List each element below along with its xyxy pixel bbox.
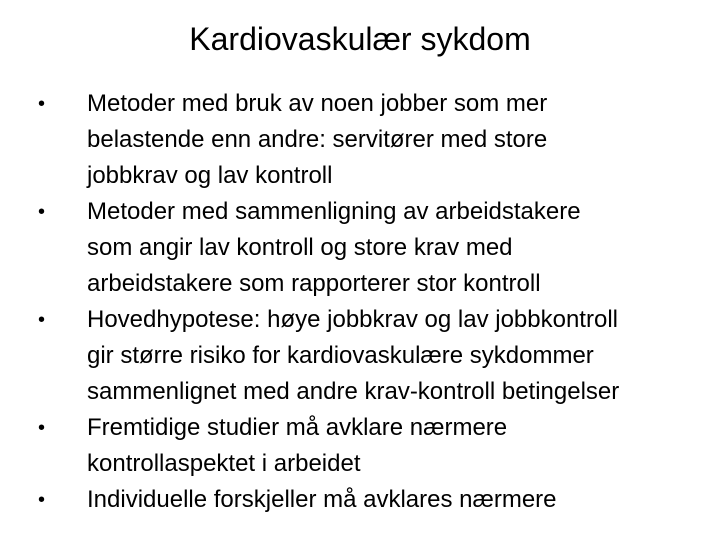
bullet-item-3 — [0, 302, 720, 410]
bullet-item-2 — [0, 194, 720, 302]
slide-title: Kardiovaskulær sykdom — [189, 21, 531, 57]
bullet-item-1 — [0, 86, 720, 194]
bullet-dot-icon: • — [38, 93, 46, 115]
bullet-item-5 — [0, 482, 720, 518]
bullet-text-line: arbeidstakere som rapporterer stor kontroll — [87, 270, 541, 297]
bullet-dot-icon: • — [38, 489, 46, 511]
bullet-list — [0, 86, 720, 518]
bullet-dot-icon: • — [38, 417, 46, 439]
bullet-text-line: belastende enn andre: servitører med store — [87, 126, 548, 153]
bullet-item-4 — [0, 410, 720, 482]
bullet-text-line: sammenlignet med andre krav-kontroll betingelser — [87, 378, 620, 405]
bullet-text-line: gir større risiko for kardiovaskulære sykdommer — [87, 342, 594, 369]
bullet-text-line: kontrollaspektet i arbeidet — [87, 450, 361, 477]
bullet-dot-icon: • — [38, 309, 46, 331]
bullet-text-line: Metoder med bruk av noen jobber som mer — [87, 90, 548, 117]
bullet-text-line: som angir lav kontroll og store krav med — [87, 234, 513, 261]
bullet-dot-icon: • — [38, 201, 46, 223]
bullet-text-line: Fremtidige studier må avklare nærmere — [87, 414, 508, 441]
bullet-text-line: Individuelle forskjeller må avklares nærmere — [87, 486, 557, 513]
bullet-text-line: jobbkrav og lav kontroll — [87, 162, 333, 189]
bullet-text-line: Metoder med sammenligning av arbeidstakere — [87, 198, 581, 225]
bullet-text-line: Hovedhypotese: høye jobbkrav og lav jobbkontroll — [87, 306, 618, 333]
